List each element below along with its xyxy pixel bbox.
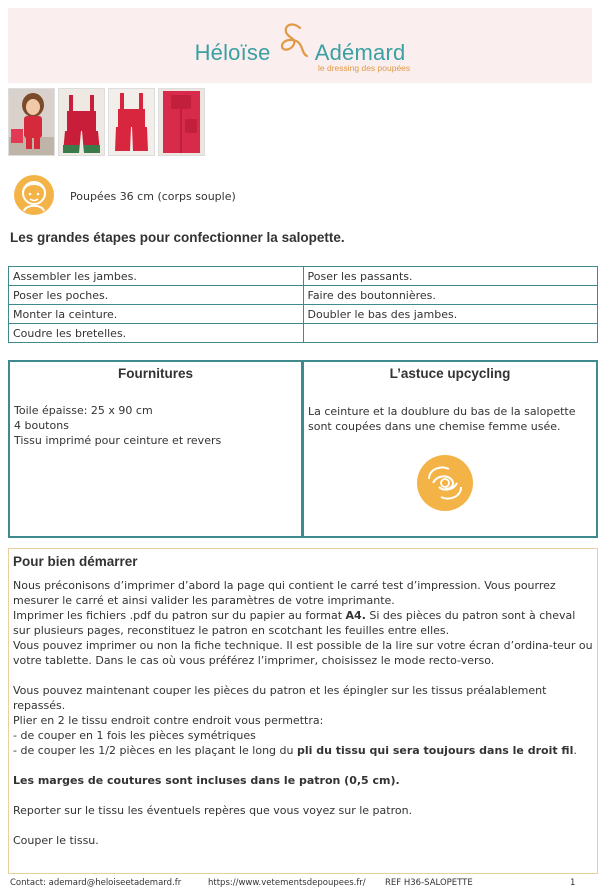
text-span: Imprimer les fichiers .pdf du patron sur du papier au format: [13, 609, 346, 622]
step-cell: Assembler les jambes.: [9, 267, 304, 286]
brand-right: Adémard: [314, 40, 406, 65]
photo-salopette-1: [58, 88, 105, 156]
text-span: .: [573, 744, 577, 757]
fournitures-box: [8, 360, 303, 538]
paragraph: Nous préconisons d’imprimer d’abord la page qui contient le carré test d’impression. Vous pourrez mesurer le carré et ainsi valider les paramètres de votre imprimante.: [13, 579, 556, 607]
astuce-box: [302, 360, 598, 538]
photo-doll: [8, 88, 55, 156]
footer-ref: REF H36-SALOPETTE: [385, 878, 473, 888]
step-cell: Doubler le bas des jambes.: [303, 305, 598, 324]
fourniture-item: 4 boutons: [14, 419, 69, 432]
astuce-text: La ceinture et la doublure du bas de la salopette sont coupées dans une chemise femme usée.: [308, 405, 576, 433]
fourniture-item: Tissu imprimé pour ceinture et revers: [14, 434, 222, 447]
paragraph: Plier en 2 le tissu endroit contre endroit vous permettra:: [13, 714, 324, 727]
step-cell: [303, 324, 598, 343]
text-span: Si des pièces du patron sont à cheval sur plusieurs pages, reconstituez le patron en scotchant les feuilles entre elles.: [13, 609, 576, 637]
ampersand-icon: [276, 45, 315, 64]
header-banner: [8, 8, 592, 83]
bold-text: pli du tissu qui sera toujours dans le droit fil: [296, 744, 574, 757]
demarrer-title: Pour bien démarrer: [13, 554, 138, 569]
demarrer-box: [8, 548, 598, 874]
table-row: [9, 267, 598, 286]
step-cell: Monter la ceinture.: [9, 305, 304, 324]
tagline: le dressing des poupées: [318, 63, 411, 73]
footer-url[interactable]: https://www.vetementsdepoupees.fr/: [208, 878, 366, 888]
step-cell: Faire des boutonnières.: [303, 286, 598, 305]
step-cell: Coudre les bretelles.: [9, 324, 304, 343]
fourniture-item: Toile épaisse: 25 x 90 cm: [14, 404, 153, 417]
text-span: - de couper les 1/2 pièces en les plaçant le long du: [13, 744, 297, 757]
paragraph: [13, 773, 593, 788]
table-row: [9, 305, 598, 324]
bold-format: A4.: [345, 609, 366, 622]
paragraph: Vous pouvez maintenant couper les pièces du patron et les épingler sur les tissus préalablement repassés.: [13, 684, 547, 712]
recycle-hands-icon: [415, 453, 475, 517]
paragraph: [13, 608, 593, 638]
paragraph: Couper le tissu.: [13, 834, 99, 847]
step-cell: Poser les poches.: [9, 286, 304, 305]
table-row: [9, 324, 598, 343]
photo-salopette-2: [108, 88, 155, 156]
paragraph: Reporter sur le tissu les éventuels repères que vous voyez sur le patron.: [13, 804, 413, 817]
paragraph: - de couper en 1 fois les pièces symétriques: [13, 729, 256, 742]
demarrer-body: [13, 578, 593, 848]
page-number: 1: [570, 878, 576, 888]
paragraph: Vous pouvez imprimer ou non la fiche technique. Il est possible de la lire sur votre écran d’ordina-teur ou votre tablette. Dans le cas où vous préférez l’imprimer, choisissez le mode recto-verso.: [13, 639, 593, 667]
doll-face-icon: [12, 173, 56, 221]
table-row: [9, 286, 598, 305]
bold-text: Les marges de coutures sont incluses dans le patron (0,5 cm).: [13, 774, 400, 787]
steps-title: Les grandes étapes pour confectionner la salopette.: [10, 230, 345, 245]
steps-table: [8, 266, 598, 343]
brand-logo: [8, 20, 592, 66]
photo-salopette-3: [158, 88, 205, 156]
fournitures-title: Fournitures: [117, 366, 193, 381]
brand-left: Héloïse: [194, 40, 271, 65]
doll-size-label: Poupées 36 cm (corps souple): [70, 190, 236, 203]
paragraph: [13, 743, 593, 758]
astuce-title: L’astuce upcycling: [389, 366, 511, 381]
footer-contact: Contact: ademard@heloiseetademard.fr: [10, 878, 182, 888]
step-cell: Poser les passants.: [303, 267, 598, 286]
